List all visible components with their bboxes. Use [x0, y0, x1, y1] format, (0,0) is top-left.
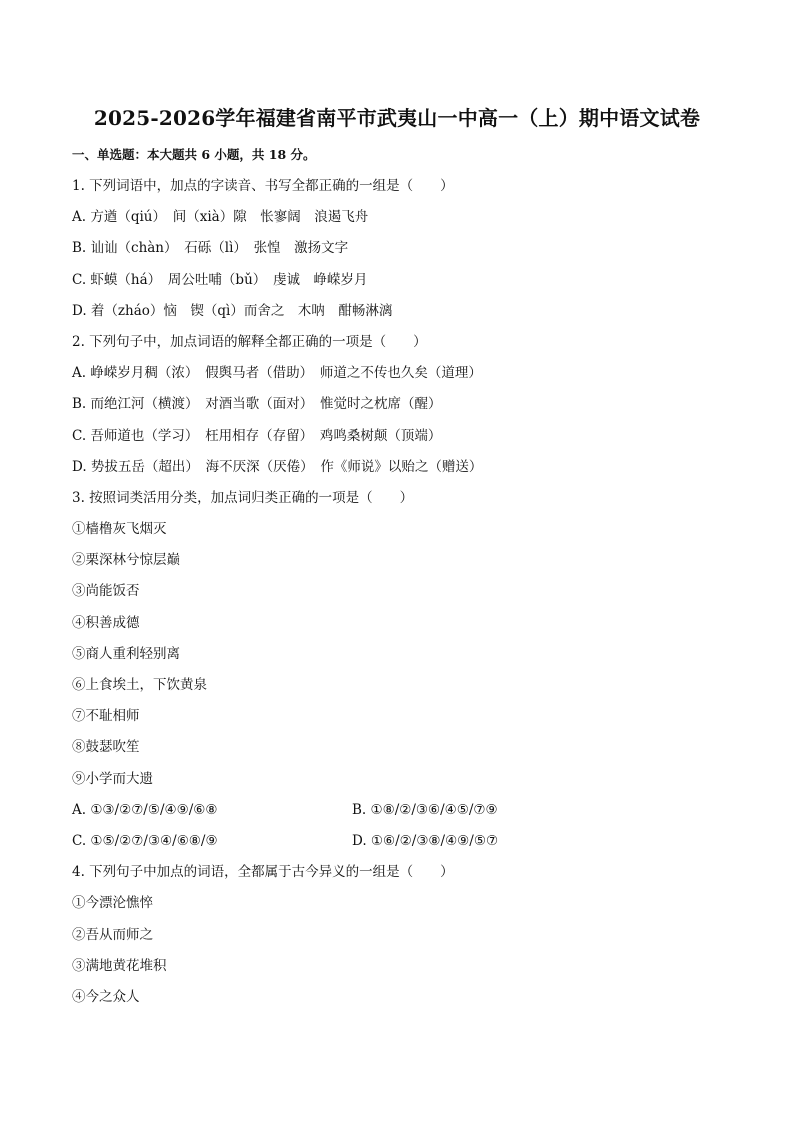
question-3-options-row-2 — [72, 829, 732, 860]
question-3-item-7: ⑦不耻相师 — [72, 708, 140, 725]
question-2-option-c: C. 吾师道也（学习） 枉用相存（存留） 鸡鸣桑树颠（顶端） — [72, 427, 442, 444]
question-body — [72, 174, 732, 1016]
question-3-option-a: A. ①③/②⑦/⑤/④⑨/⑥⑧ — [72, 801, 218, 818]
question-1-option-a: A. 方遒（qiú） 间（xià）隙 怅寥阔 浪遏飞舟 — [72, 209, 369, 226]
question-3-item-2: ②栗深林兮惊层巅 — [72, 552, 180, 569]
question-2-option-a: A. 峥嵘岁月稠（浓） 假舆马者（借助） 师道之不传也久矣（道理） — [72, 365, 482, 382]
question-3-item-5: ⑤商人重利轻别离 — [72, 645, 180, 662]
question-3-option-b: B. ①⑧/②/③⑥/④⑤/⑦⑨ — [352, 801, 498, 818]
section-heading: 一、单选题：本大题共 6 小题，共 18 分。 — [72, 147, 316, 162]
question-4-item-3: ③满地黄花堆积 — [72, 957, 167, 974]
question-3-item-8: ⑧鼓瑟吹笙 — [72, 739, 140, 756]
question-3-item-9: ⑨小学而大遗 — [72, 770, 153, 787]
question-4-item-2: ②吾从而师之 — [72, 926, 153, 943]
question-3-item-3: ③尚能饭否 — [72, 583, 140, 600]
question-2-stem: 2. 下列句子中，加点词语的解释全都正确的一项是（ ） — [72, 333, 427, 350]
question-1-option-c: C. 虾蟆（há） 周公吐哺（bǔ） 虔诚 峥嵘岁月 — [72, 271, 368, 288]
question-4-item-4: ④今之众人 — [72, 988, 140, 1005]
question-4-item-1: ①今漂沦憔悴 — [72, 895, 153, 912]
question-3-item-6: ⑥上食埃土，下饮黄泉 — [72, 677, 207, 693]
question-1-stem: 1. 下列词语中，加点的字读音、书写全都正确的一组是（ ） — [72, 178, 454, 194]
question-3-stem: 3. 按照词类活用分类，加点词归类正确的一项是（ ） — [72, 489, 414, 506]
question-2-option-b: B. 而绝江河（横渡） 对酒当歌（面对） 惟觉时之枕席（醒） — [72, 396, 442, 413]
question-3-option-c: C. ①⑤/②⑦/③④/⑥⑧/⑨ — [72, 832, 218, 849]
question-1-option-d: D. 着（zháo）恼 锲（qì）而舍之 木呐 酣畅淋漓 — [72, 302, 393, 319]
question-2-option-d: D. 势拔五岳（超出） 海不厌深（厌倦） 作《师说》以贻之（赠送） — [72, 458, 483, 475]
question-4-stem: 4. 下列句子中加点的词语，全都属于古今异义的一组是（ ） — [72, 864, 454, 881]
question-3-options-row-1 — [72, 798, 732, 829]
question-1-option-b: B. 讪讪（chàn） 石砾（lì） 张惶 激扬文字 — [72, 240, 349, 257]
page-title: 2025-2026学年福建省南平市武夷山一中高一（上）期中语文试卷 — [93, 106, 701, 130]
question-3-item-4: ④积善成德 — [72, 614, 140, 631]
question-3-option-d: D. ①⑥/②/③⑧/④⑨/⑤⑦ — [352, 832, 499, 849]
question-3-item-1: ①樯橹灰飞烟灭 — [72, 521, 167, 538]
